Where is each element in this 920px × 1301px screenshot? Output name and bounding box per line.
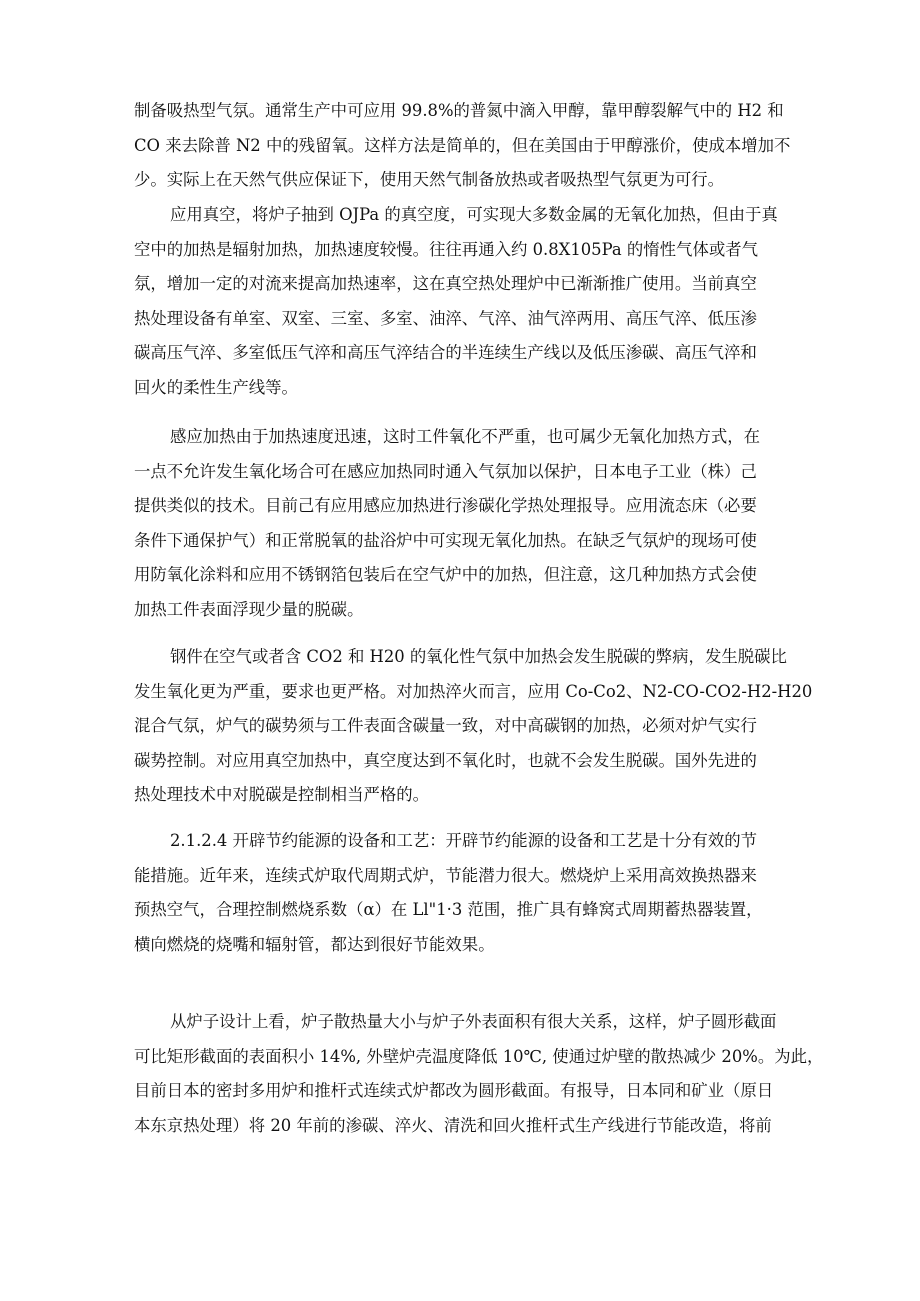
- text-line: 可比矩形截面的表面积小 14%, 外壁炉壳温度降低 10℃, 使通过炉壁的散热减少 20%。为此，: [134, 1046, 824, 1066]
- text-line: 钢件在空气或者含 CO2 和 H20 的氧化性气氛中加热会发生脱碳的弊病，发生脱碳比: [170, 647, 787, 666]
- text-line: 热处理设备有单室、双室、三室、多室、油淬、气淬、油气淬两用、高压气淬、低压渗: [134, 308, 757, 328]
- text-line: 横向燃烧的烧嘴和辐射管，都达到很好节能效果。: [134, 934, 495, 954]
- text-line: 回火的柔性生产线等。: [134, 377, 298, 397]
- text-line: 2.1.2.4 开辟节约能源的设备和工艺：开辟节约能源的设备和工艺是十分有效的节: [170, 831, 758, 850]
- text-line: 一点不允许发生氧化场合可在感应加热同时通入气氛加以保护，日本电子工业（株）己: [134, 461, 757, 481]
- paragraph-6: [134, 1005, 824, 1143]
- paragraph-3: [134, 420, 794, 628]
- text-line: 少。实际上在天然气供应保证下，使用天然气制备放热或者吸热型气氛更为可行。: [134, 170, 725, 190]
- text-line: 提供类似的技术。目前己有应用感应加热进行渗碳化学热处理报导。应用流态床（必要: [134, 496, 757, 516]
- text-line: 加热工件表面浮现少量的脱碳。: [134, 599, 364, 619]
- paragraph-5: [134, 824, 794, 962]
- text-line: CO 来去除普 N2 中的残留氧。这样方法是简单的，但在美国由于甲醇涨价，使成本增加不: [134, 135, 791, 155]
- paragraph-4: [134, 640, 813, 813]
- text-line: 空中的加热是辐射加热，加热速度较慢。往往再通入约 0.8X105Pa 的惰性气体或者气: [134, 239, 759, 259]
- text-line: 从炉子设计上看，炉子散热量大小与炉子外表面积有很大关系，这样，炉子圆形截面: [170, 1012, 777, 1031]
- paragraph-2: [134, 198, 794, 406]
- text-line: 氛，增加一定的对流来提高加热速率，这在真空热处理炉中已渐渐推广使用。当前真空: [134, 274, 757, 294]
- text-line: 条件下通保护气）和正常脱氧的盐浴炉中可实现无氧化加热。在缺乏气氛炉的现场可使: [134, 530, 757, 550]
- text-line: 目前日本的密封多用炉和推杆式连续式炉都改为圆形截面。有报导，日本同和矿业（原日: [134, 1081, 774, 1101]
- text-line: 热处理技术中对脱碳是控制相当严格的。: [134, 785, 430, 805]
- text-line: 碳势控制。对应用真空加热中，真空度达到不氧化时，也就不会发生脱碳。国外先进的: [134, 750, 757, 770]
- paragraph-1: [134, 94, 794, 198]
- text-line: 混合气氛，炉气的碳势须与工件表面含碳量一致，对中高碳钢的加热，必须对炉气实行: [134, 716, 757, 736]
- text-line: 制备吸热型气氛。通常生产中可应用 99.8%的普氮中滴入甲醇，靠甲醇裂解气中的 H2 和: [134, 101, 784, 120]
- text-line: 预热空气，合理控制燃烧系数（α）在 Ll"1·3 范围，推广具有蜂窝式周期蓄热器装置，: [134, 900, 763, 920]
- text-line: 感应加热由于加热速度迅速，这时工件氧化不严重，也可属少无氧化加热方式，在: [170, 427, 761, 446]
- text-line: 能措施。近年来，连续式炉取代周期式炉，节能潜力很大。燃烧炉上采用高效换热器来: [134, 865, 757, 885]
- text-line: 本东京热处理）将 20 年前的渗碳、淬火、清洗和回火推杆式生产线进行节能改造，将前: [134, 1115, 772, 1135]
- text-line: 碳高压气淬、多室低压气淬和高压气淬结合的半连续生产线以及低压渗碳、高压气淬和: [134, 343, 757, 363]
- text-line: 应用真空，将炉子抽到 OJPa 的真空度，可实现大多数金属的无氧化加热，但由于真: [170, 205, 778, 224]
- text-line: 发生氧化更为严重，要求也更严格。对加热淬火而言，应用 Co-Co2、N2-CO-CO2-H2-H20: [134, 681, 813, 701]
- text-line: 用防氧化涂料和应用不锈钢箔包装后在空气炉中的加热，但注意，这几种加热方式会使: [134, 565, 757, 585]
